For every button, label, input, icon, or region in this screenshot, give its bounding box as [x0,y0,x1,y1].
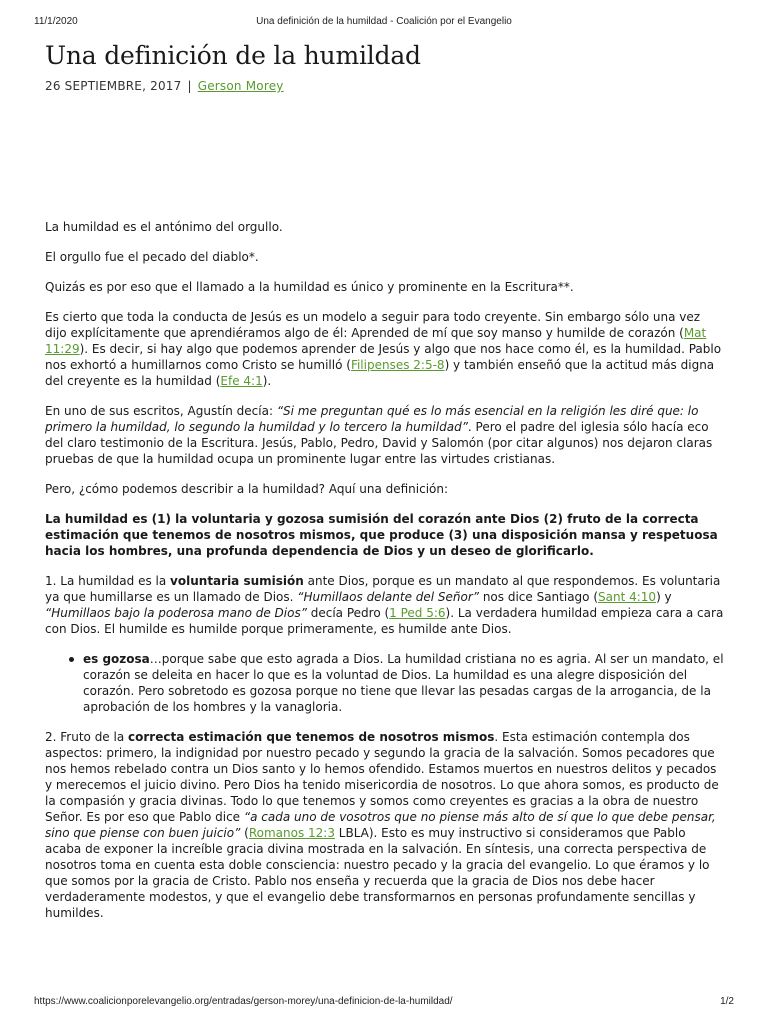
author-link[interactable]: Gerson Morey [197,79,284,93]
paragraph-1: La humildad es el antónimo del orgullo. [45,220,283,234]
p5-text-1: En uno de sus escritos, Agustín decía: [45,404,277,418]
article-title: Una definición de la humildad [45,41,421,70]
list-item [83,651,725,715]
p4-text-3: ) y también enseñó que la actitud más digna del creyente es la humildad ( [45,358,715,388]
augustine-quote: “Si me preguntan qué es lo más esencial en la religión les diré que: lo primero la humildad, lo segundo la humildad y lo tercero la humildad” [45,404,699,434]
point1-text-3: nos dice Santiago ( [479,590,599,604]
paragraph-2: El orgullo fue el pecado del diablo*. [45,250,259,264]
print-date: 11/1/2020 [34,16,78,27]
point-2-paragraph [45,729,725,921]
article-body [45,219,725,921]
point2-text-4: LBLA). Esto es muy instructivo si consideramos que Pablo acaba de exponer la increíble gracia divina mostrada en la salvación. En síntesis, una correcta perspectiva de nosotros toma en cuenta esta doble consciencia: nuestro pecado y la gracia del evangelio. Lo que éramos y lo que somos por la gracia de Cristo. Pablo nos enseña y recuerda que la gracia de Dios nos debe hacer verdaderamente modestos, y que el evangelio debe transformarnos en personas profundamente sencillas y humildes. [45,826,710,920]
point1-text-4: ) y [656,590,672,604]
point1-text-5: decía Pedro ( [306,606,390,620]
point2-quote: “a cada uno de vosotros que no piense más alto de sí que lo que debe pensar, sino que piense con buen juicio” [45,810,716,840]
print-url: https://www.coalicionporelevangelio.org/entradas/gerson-morey/una-definicion-de-la-humildad/ [34,996,453,1007]
bullet-text: …porque sabe que esto agrada a Dios. La humildad cristiana no es agria. Al ser un mandato, el corazón se deleita en hacer lo que es la voluntad de Dios. La humildad es una alegre disposición del corazón. Pero sobretodo es gozosa porque no tiene que llevar las pesadas cargas de la arrogancia, de la aprobación de los hombres y la vanagloria. [83,652,724,714]
paragraph-4 [45,309,725,389]
meta-separator: | [187,79,192,93]
point1-quote-1: “Humillaos delante del Señor” [297,590,480,604]
paragraph-6: Pero, ¿cómo podemos describir a la humildad? Aquí una definición: [45,482,449,496]
ref-link-efe-4-1[interactable]: Efe 4:1 [220,374,263,388]
ref-link-filipenses[interactable]: Filipenses 2:5-8 [350,358,445,372]
p4-text-4: ). [262,374,272,388]
ref-link-romanos-12-3[interactable]: Romanos 12:3 [248,826,335,840]
ref-link-sant-4-10[interactable]: Sant 4:10 [598,590,657,604]
bullet-list [45,651,725,715]
definition-paragraph: La humildad es (1) la voluntaria y gozosa sumisión del corazón ante Dios (2) fruto de la correcta estimación que tenemos de nosotros mismos, que produce (3) una disposición mansa y respetuosa hacia los hombres, una profunda dependencia de Dios y un deseo de glorificarlo. [45,512,718,558]
p4-text-1: Es cierto que toda la conducta de Jesús es un modelo a seguir para todo creyente. Sin embargo sólo una vez dijo explícitamente que aprendiéramos algo de él: Aprended de mí que soy manso y humilde de corazón ( [45,310,701,340]
paragraph-3: Quizás es por eso que el llamado a la humildad es único y prominente en la Escritura**. [45,280,574,294]
point1-quote-2: “Humillaos bajo la poderosa mano de Dios” [45,606,307,620]
ref-link-mat-11-29[interactable]: Mat 11:29 [45,326,707,356]
article-content [45,39,725,935]
paragraph-5 [45,403,725,467]
article-meta [45,79,725,93]
point1-bold: voluntaria sumisión [170,574,304,588]
point2-text-3: ( [240,826,249,840]
p5-text-2: . Pero el padre del iglesia sólo hacía eco del claro testimonio de la Escritura. Jesús, Pablo, Pedro, David y Salomón (por citar algunos) nos dejaron claras pruebas de que la humildad ocupa un prominente lugar entre las virtudes cristianas. [45,420,713,466]
point2-bold: correcta estimación que tenemos de nosotros mismos [128,730,495,744]
print-page-title: Una definición de la humildad - Coalición por el Evangelio [256,16,512,27]
page-number: 1/2 [720,996,734,1007]
bullet-bold: es gozosa [83,652,150,666]
point2-text-1: 2. Fruto de la [45,730,129,744]
point1-text-6: ). La verdadera humildad empieza cara a cara con Dios. El humilde es humilde porque primeramente, es humilde ante Dios. [45,606,724,636]
point1-text-2: ante Dios, porque es un mandato al que respondemos. Es voluntaria ya que humillarse es un llamado de Dios. [45,574,721,604]
point1-text-1: 1. La humildad es la [45,574,171,588]
publish-date: 26 SEPTIEMBRE, 2017 [45,79,182,93]
point-1-paragraph [45,573,725,637]
point2-text-2: . Esta estimación contempla dos aspectos: primero, la indignidad por nuestro pecado y segundo la gracia de la salvación. Somos pecadores que nos hemos rebelado contra un Dios santo y lo hemos ofendido. Estamos muertos en nuestros delitos y pecados y merecemos el juicio divino. Pero Dios ha tenido misericordia de nosotros. Lo que ahora somos, es producto de la compasión y gracia divinas. Todo lo que tenemos y somos como creyentes es gracias a la obra de nuestro Señor. Es por eso que Pablo dice [45,730,719,824]
p4-text-2: ). Es decir, si hay algo que podemos aprender de Jesús y algo que nos hace como él, es la humildad. Pablo nos exhortó a humillarnos como Cristo se humilló ( [45,342,722,372]
ref-link-1-ped-5-6[interactable]: 1 Ped 5:6 [389,606,446,620]
